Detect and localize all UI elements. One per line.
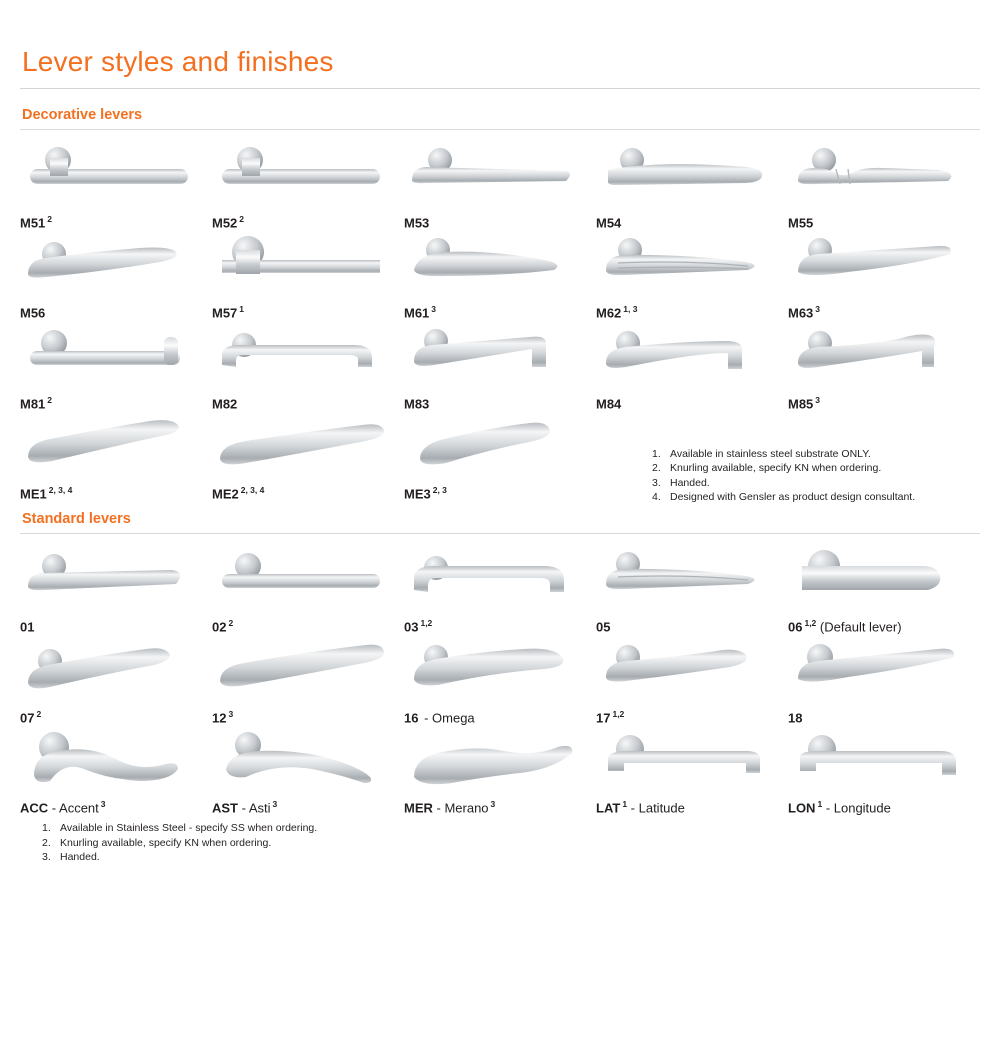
note-number: 2.	[652, 462, 661, 475]
note-text: Available in Stainless Steel - specify SS when ordering.	[60, 822, 318, 835]
lever-cell-lat[interactable]	[596, 725, 788, 815]
lever-art-m82	[212, 321, 396, 393]
lever-label-m52: M52 $^2$	[212, 214, 245, 231]
lever-cell-me3[interactable]	[404, 411, 596, 501]
lever-label-05: 05	[596, 619, 611, 635]
note-item	[42, 850, 980, 864]
lever-label-m57: M57 $^1$	[212, 304, 245, 321]
lever-label-03: 03 $^{1,2}$	[404, 618, 433, 635]
lever-art-m57	[212, 230, 396, 302]
lever-label-17: 17 $^{1,2}$	[596, 708, 625, 725]
lever-label-m84: M84	[596, 395, 622, 411]
lever-art-lat	[596, 725, 780, 797]
lever-art-m83	[404, 321, 588, 393]
note-text: Handed.	[670, 476, 710, 489]
title-divider	[20, 88, 980, 89]
lever-art-07	[20, 635, 204, 707]
note-number: 1.	[42, 822, 51, 835]
lever-art-m51	[20, 140, 204, 212]
note-item	[652, 490, 992, 504]
note-number: 4.	[652, 491, 661, 504]
lever-cell-m61[interactable]	[404, 230, 596, 320]
lever-cell-06[interactable]	[788, 544, 980, 634]
lever-art-lon	[788, 725, 972, 797]
lever-cell-m51[interactable]	[20, 140, 212, 230]
lever-cell-m52[interactable]	[212, 140, 404, 230]
note-item	[652, 447, 992, 461]
notes-decorative	[652, 447, 992, 505]
lever-label-m61: M61 $^3$	[404, 304, 437, 321]
lever-label-m62: M62 $^{1, 3}$	[596, 304, 638, 321]
lever-label-m82: M82	[212, 395, 238, 411]
lever-cell-m55[interactable]	[788, 140, 980, 230]
lever-row	[20, 544, 980, 634]
lever-art-03	[404, 544, 588, 616]
lever-label-m83: M83	[404, 395, 430, 411]
lever-cell-m83[interactable]	[404, 321, 596, 411]
lever-art-m54	[596, 140, 780, 212]
lever-art-ast	[212, 725, 396, 797]
lever-art-17	[596, 635, 780, 707]
lever-row	[20, 321, 980, 411]
note-number: 2.	[42, 836, 51, 849]
lever-cell-m63[interactable]	[788, 230, 980, 320]
lever-label-m85: M85 $^3$	[788, 394, 821, 411]
lever-art-m84	[596, 321, 780, 393]
lever-art-me1	[20, 411, 204, 483]
section-heading-standard: Standard levers	[22, 511, 131, 528]
note-text: Knurling available, specify KN when ordering.	[60, 836, 272, 849]
lever-label-02: 02 $^2$	[212, 618, 234, 635]
note-text: Designed with Gensler as product design consultant.	[670, 491, 916, 504]
lever-row	[20, 230, 980, 320]
note-text: Knurling available, specify KN when ordering.	[670, 462, 882, 475]
note-text: Available in stainless steel substrate ONLY.	[670, 447, 871, 460]
lever-art-me3	[404, 411, 588, 483]
lever-styles-page	[0, 46, 1000, 1046]
lever-cell-lon[interactable]	[788, 725, 980, 815]
lever-label-m55: M55	[788, 215, 814, 231]
lever-art-me2	[212, 411, 396, 483]
notes-standard	[42, 821, 980, 864]
lever-cell-m82[interactable]	[212, 321, 404, 411]
lever-art-m61	[404, 230, 588, 302]
section-divider-decorative	[20, 129, 980, 130]
section-divider-standard	[20, 533, 980, 534]
lever-label-ast: AST - Asti $^3$	[212, 798, 278, 816]
lever-cell-me1[interactable]	[20, 411, 212, 501]
lever-label-07: 07 $^2$	[20, 708, 42, 725]
lever-art-18	[788, 635, 972, 707]
lever-label-mer: MER - Merano $^3$	[404, 798, 496, 816]
lever-cell-mer[interactable]	[404, 725, 596, 815]
lever-cell-17[interactable]	[596, 635, 788, 725]
lever-row	[20, 140, 980, 230]
lever-label-m81: M81 $^2$	[20, 394, 53, 411]
lever-art-acc	[20, 725, 204, 797]
lever-art-m63	[788, 230, 972, 302]
lever-row	[20, 411, 980, 504]
lever-art-m81	[20, 321, 204, 393]
lever-cell-m84[interactable]	[596, 321, 788, 411]
lever-label-m53: M53	[404, 215, 430, 231]
lever-label-m54: M54	[596, 215, 622, 231]
lever-art-02	[212, 544, 396, 616]
lever-art-m56	[20, 230, 204, 302]
lever-art-12	[212, 635, 396, 707]
note-text: Handed.	[60, 851, 100, 864]
lever-row	[20, 635, 980, 725]
note-number: 3.	[652, 476, 661, 489]
lever-cell-m57[interactable]	[212, 230, 404, 320]
lever-label-m63: M63 $^3$	[788, 304, 821, 321]
lever-row	[20, 725, 980, 815]
note-number: 1.	[652, 447, 661, 460]
lever-label-m56: M56	[20, 305, 46, 321]
lever-art-05	[596, 544, 780, 616]
lever-cell-01[interactable]	[20, 544, 212, 634]
note-item	[652, 476, 992, 490]
section-decorative	[20, 107, 980, 504]
lever-label-me2: ME2 $^{2, 3, 4}$	[212, 484, 265, 502]
note-item	[42, 821, 980, 835]
lever-art-m55	[788, 140, 972, 212]
lever-cell-ast[interactable]	[212, 725, 404, 815]
lever-cell-acc[interactable]	[20, 725, 212, 815]
lever-label-06: 06 $^{1,2}$ (Default lever)	[788, 618, 902, 635]
lever-label-me1: ME1 $^{2, 3, 4}$	[20, 484, 73, 502]
lever-cell-m81[interactable]	[20, 321, 212, 411]
lever-art-m62	[596, 230, 780, 302]
section-standard	[20, 511, 980, 864]
lever-cell-07[interactable]	[20, 635, 212, 725]
lever-label-m51: M51 $^2$	[20, 214, 53, 231]
lever-label-12: 12 $^3$	[212, 708, 234, 725]
lever-cell-m53[interactable]	[404, 140, 596, 230]
lever-label-16: 16 - Omega	[404, 709, 475, 725]
lever-art-m52	[212, 140, 396, 212]
lever-art-01	[20, 544, 204, 616]
lever-art-m85	[788, 321, 972, 393]
lever-cell-me2[interactable]	[212, 411, 404, 501]
lever-art-16	[404, 635, 588, 707]
page-title: Lever styles and finishes	[22, 46, 334, 77]
lever-cell-05[interactable]	[596, 544, 788, 634]
lever-label-18: 18	[788, 709, 803, 725]
note-item	[652, 461, 992, 475]
lever-cell-16[interactable]	[404, 635, 596, 725]
lever-cell-03[interactable]	[404, 544, 596, 634]
lever-label-me3: ME3 $^{2, 3}$	[404, 484, 447, 502]
lever-art-06	[788, 544, 972, 616]
lever-cell-m85[interactable]	[788, 321, 980, 411]
lever-cell-18[interactable]	[788, 635, 980, 725]
section-heading-decorative: Decorative levers	[22, 107, 143, 123]
lever-label-01: 01	[20, 619, 35, 635]
lever-label-lon: LON $^1$ - Longitude	[788, 798, 891, 816]
note-number: 3.	[42, 851, 51, 864]
lever-cell-m62[interactable]	[596, 230, 788, 320]
lever-art-mer	[404, 725, 588, 797]
lever-label-acc: ACC - Accent $^3$	[20, 798, 106, 816]
lever-cell-02[interactable]	[212, 544, 404, 634]
lever-art-m53	[404, 140, 588, 212]
note-item	[42, 836, 980, 850]
lever-cell-12[interactable]	[212, 635, 404, 725]
lever-label-lat: LAT $^1$ - Latitude	[596, 798, 685, 816]
lever-cell-m54[interactable]	[596, 140, 788, 230]
lever-cell-m56[interactable]	[20, 230, 212, 320]
